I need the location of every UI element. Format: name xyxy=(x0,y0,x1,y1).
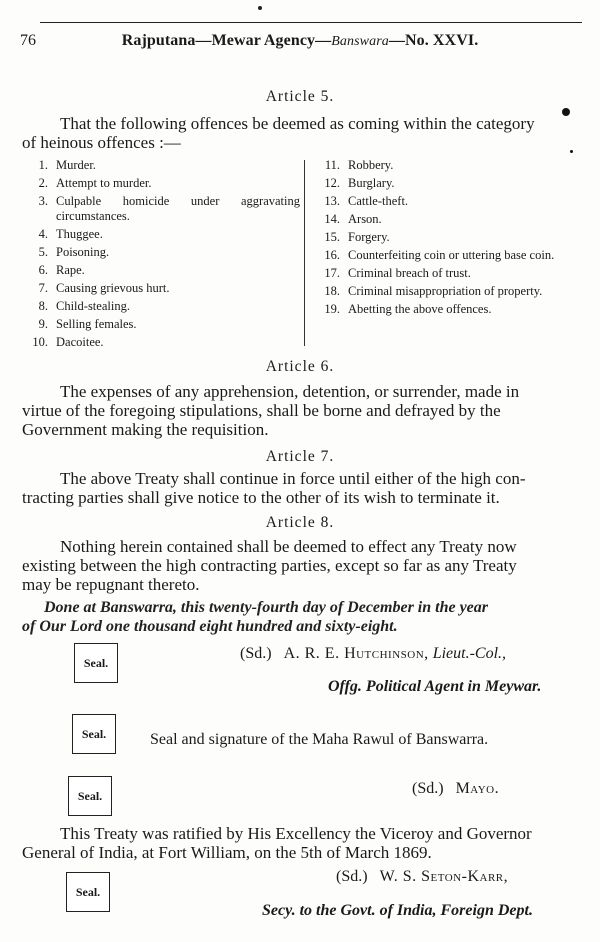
offence-text: Causing grievous hurt. xyxy=(56,281,170,295)
article-5-heading: Article 5. xyxy=(265,88,335,105)
running-title-place: Banswara xyxy=(331,34,389,49)
offence-text: Selling females. xyxy=(56,317,137,331)
offence-number: 16. xyxy=(324,248,340,262)
offence-text: Murder. xyxy=(56,158,96,172)
offence-item xyxy=(22,194,300,224)
offence-number: 7. xyxy=(38,281,48,295)
offence-text: Counterfeiting coin or uttering base coin. xyxy=(348,248,555,262)
signatory-name: A. R. E. Hutchinson, xyxy=(283,645,429,662)
offence-number: 3. xyxy=(38,194,48,208)
signature-seton-karr xyxy=(336,868,508,886)
offence-number: 19. xyxy=(324,302,340,316)
offence-number: 9. xyxy=(38,317,48,331)
column-divider xyxy=(304,160,305,346)
offence-item xyxy=(314,248,584,263)
offences-column-right xyxy=(314,158,584,320)
offence-item xyxy=(22,176,300,191)
offence-number: 14. xyxy=(324,212,340,226)
offence-item xyxy=(22,227,300,242)
maha-rawul-signature: Seal and signature of the Maha Rawul of Banswarra. xyxy=(150,731,489,748)
offences-list xyxy=(22,158,582,350)
offence-item xyxy=(314,212,584,227)
page-number: 76 xyxy=(20,32,36,49)
article-5-intro-line: That the following offences be deemed as coming within the category xyxy=(60,114,535,133)
offence-item xyxy=(22,281,300,296)
offence-text: Cattle-theft. xyxy=(348,194,409,208)
offence-text: Forgery. xyxy=(348,230,390,244)
sd-mark: (Sd.) xyxy=(240,645,272,662)
running-title-doc: —No. XXVI. xyxy=(388,32,479,49)
offence-number: 10. xyxy=(32,335,48,349)
offence-item xyxy=(314,266,584,281)
article-7-line: The above Treaty shall continue in force until either of the high con- xyxy=(60,469,526,488)
offence-item xyxy=(22,263,300,278)
offence-text: Arson. xyxy=(348,212,382,226)
ink-blot xyxy=(562,108,570,116)
offence-number: 12. xyxy=(324,176,340,190)
offence-item xyxy=(22,299,300,314)
article-8-line: Nothing herein contained shall be deemed to effect any Treaty now xyxy=(60,537,517,556)
offence-text: Attempt to murder. xyxy=(56,176,152,190)
article-8-heading: Article 8. xyxy=(265,514,335,531)
sd-mark: (Sd.) xyxy=(336,868,368,885)
article-7-heading: Article 7. xyxy=(265,448,335,465)
offence-number: 2. xyxy=(38,176,48,190)
signature-hutchinson xyxy=(240,645,506,663)
offence-text: Criminal misappropriation of property. xyxy=(348,284,543,298)
offence-item xyxy=(22,245,300,260)
offence-item xyxy=(314,194,584,209)
offence-number: 5. xyxy=(38,245,48,259)
article-6-text xyxy=(22,382,582,439)
offence-number: 13. xyxy=(324,194,340,208)
offences-column-left xyxy=(22,158,300,353)
offence-text: Criminal breach of trust. xyxy=(348,266,471,280)
offence-number: 11. xyxy=(324,158,340,172)
offence-number: 4. xyxy=(38,227,48,241)
article-5-intro-line: of heinous offences :— xyxy=(22,133,181,152)
ink-speck xyxy=(570,150,573,153)
offence-number: 15. xyxy=(324,230,340,244)
offence-item xyxy=(22,317,300,332)
running-header xyxy=(18,32,582,56)
signatory-name: W. S. Seton-Karr, xyxy=(379,868,509,885)
offence-item xyxy=(314,176,584,191)
offence-text: Burglary. xyxy=(348,176,395,190)
running-title-main: Rajputana—Mewar Agency— xyxy=(121,32,332,49)
signatory-rank: Lieut.-Col., xyxy=(432,645,507,662)
article-7-text xyxy=(22,469,582,507)
article-6-line: virtue of the foregoing stipulations, shall be borne and defrayed by the xyxy=(22,401,501,420)
sd-mark: (Sd.) xyxy=(412,780,444,797)
signature-mayo xyxy=(412,780,499,798)
offence-text: Thuggee. xyxy=(56,227,103,241)
done-at-text xyxy=(22,598,584,636)
seal-box: Seal. xyxy=(72,714,116,754)
offence-text: Poisoning. xyxy=(56,245,110,259)
offence-text: Dacoitee. xyxy=(56,335,104,349)
signatory-office: Secy. to the Govt. of India, Foreign Dept. xyxy=(262,902,533,919)
offence-item xyxy=(22,335,300,350)
ratification-line: This Treaty was ratified by His Excellency the Viceroy and Governor xyxy=(60,824,532,843)
print-speck xyxy=(258,6,262,10)
running-title xyxy=(18,32,582,50)
article-5-intro xyxy=(22,114,582,152)
seal-box: Seal. xyxy=(66,872,110,912)
article-8-line: existing between the high contracting parties, except so far as any Treaty xyxy=(22,556,517,575)
offence-text: Abetting the above offences. xyxy=(348,302,492,316)
offence-text: Child-stealing. xyxy=(56,299,130,313)
article-7-line: tracting parties shall give notice to the other of its wish to terminate it. xyxy=(22,488,500,507)
offence-item xyxy=(314,230,584,245)
done-at-line: Done at Banswarra, this twenty-fourth day of December in the year xyxy=(44,599,489,616)
offence-item xyxy=(314,302,584,317)
article-6-line: The expenses of any apprehension, detention, or surrender, made in xyxy=(60,382,520,401)
article-8-text xyxy=(22,537,582,594)
signatory-office: Offg. Political Agent in Meywar. xyxy=(328,678,542,695)
article-6-line: Government making the requisition. xyxy=(22,420,269,439)
offence-number: 1. xyxy=(38,158,48,172)
seal-box: Seal. xyxy=(68,776,112,816)
ratification-text xyxy=(22,824,582,862)
offence-number: 18. xyxy=(324,284,340,298)
done-at-line: of Our Lord one thousand eight hundred and sixty-eight. xyxy=(22,618,398,635)
article-8-line: may be repugnant thereto. xyxy=(22,575,200,594)
offence-item xyxy=(314,284,584,299)
offence-item xyxy=(314,158,584,173)
seal-box: Seal. xyxy=(74,643,118,683)
offence-number: 8. xyxy=(38,299,48,313)
offence-text: Rape. xyxy=(56,263,85,277)
offence-item xyxy=(22,158,300,173)
offence-text: Culpable homicide under aggravating circumstances. xyxy=(56,194,300,223)
article-6-heading: Article 6. xyxy=(265,358,335,375)
signatory-name: Mayo. xyxy=(455,780,500,797)
header-rule xyxy=(40,22,582,23)
offence-number: 17. xyxy=(324,266,340,280)
ratification-line: General of India, at Fort William, on the 5th of March 1869. xyxy=(22,843,432,862)
offence-text: Robbery. xyxy=(348,158,394,172)
offence-number: 6. xyxy=(38,263,48,277)
